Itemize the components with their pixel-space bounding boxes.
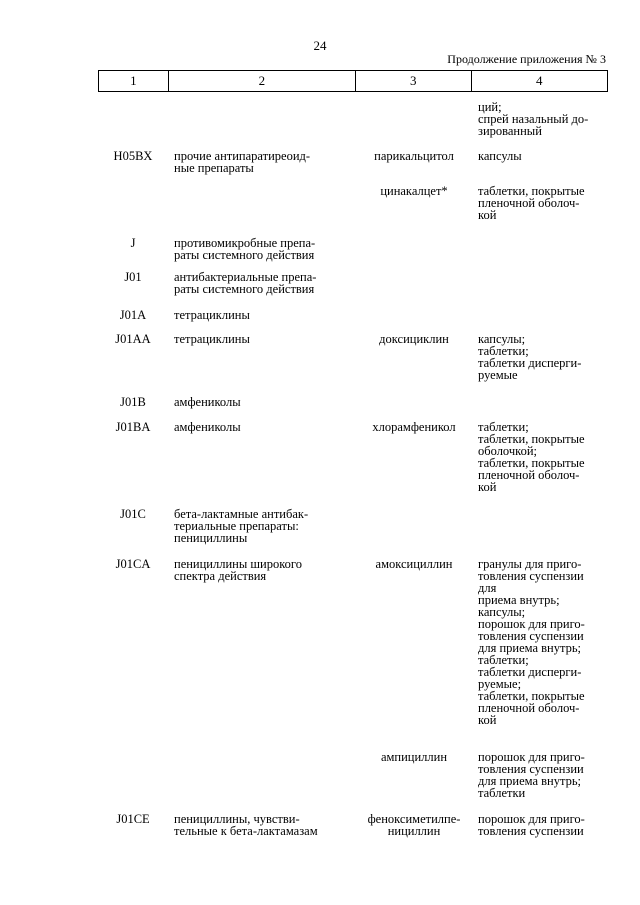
cell-line: тетрациклины — [174, 308, 250, 322]
cell-line: прочие антипаратиреоид- — [174, 149, 311, 163]
cell-line: ные препараты — [174, 161, 254, 175]
cell-drug — [356, 150, 472, 174]
cell-line: зированный — [478, 124, 542, 138]
cell-line: таблетки, покрытые — [478, 184, 585, 198]
cell-line: спрей назальный до- — [478, 112, 589, 126]
cell-forms — [472, 396, 608, 408]
cell-line: J — [130, 236, 136, 250]
cell-line: амфениколы — [174, 395, 241, 409]
cell-line: J01CE — [116, 812, 150, 826]
cell-line: товления суспензии — [478, 762, 584, 776]
cell-forms — [472, 508, 608, 544]
cell-forms — [472, 558, 608, 726]
cell-line: товления суспензии — [478, 569, 584, 583]
cell-drug — [356, 237, 472, 261]
cell-group — [168, 101, 356, 137]
cell-line: капсулы; — [478, 332, 526, 346]
cell-forms — [472, 101, 608, 137]
cell-line: кой — [478, 480, 497, 494]
table-row — [98, 751, 608, 799]
cell-drug — [356, 101, 472, 137]
header-col-4: 4 — [536, 73, 543, 88]
cell-line: руемые; — [478, 677, 522, 691]
cell-line: руемые — [478, 368, 518, 382]
cell-line: капсулы — [478, 149, 522, 163]
table-row — [98, 101, 608, 137]
cell-group — [168, 237, 356, 261]
cell-line: порошок для приго- — [478, 617, 585, 631]
cell-code — [98, 237, 168, 261]
cell-line: антибактериальные препа- — [174, 270, 317, 284]
table-row — [98, 271, 608, 295]
cell-forms — [472, 309, 608, 321]
cell-drug — [356, 751, 472, 799]
cell-line: таблетки дисперги- — [478, 356, 582, 370]
cell-line: таблетки, покрытые — [478, 432, 585, 446]
table-row — [98, 150, 608, 174]
cell-line: таблетки, покрытые — [478, 456, 585, 470]
cell-code — [98, 813, 168, 837]
cell-forms — [472, 150, 608, 174]
cell-line: J01 — [124, 270, 142, 284]
cell-group — [168, 185, 356, 221]
cell-forms — [472, 237, 608, 261]
cell-drug — [356, 309, 472, 321]
cell-group — [168, 508, 356, 544]
header-col-1: 1 — [99, 71, 169, 91]
cell-code — [98, 271, 168, 295]
cell-line: J01B — [120, 395, 146, 409]
cell-line: приема внутрь; — [478, 593, 560, 607]
cell-line: кой — [478, 713, 497, 727]
cell-line: порошок для приго- — [478, 750, 585, 764]
cell-line: оболочкой; — [478, 444, 537, 458]
table-row — [98, 333, 608, 381]
cell-line: амоксициллин — [375, 557, 453, 571]
cell-line: для приема внутрь; — [478, 774, 582, 788]
cell-code — [98, 309, 168, 321]
cell-line: териальные препараты: — [174, 519, 299, 533]
page-number: 24 — [313, 38, 327, 53]
cell-drug — [356, 421, 472, 493]
cell-line: J01AA — [115, 332, 151, 346]
cell-line: таблетки — [478, 786, 526, 800]
cell-line: пленочной оболоч- — [478, 468, 580, 482]
cell-group — [168, 150, 356, 174]
header-col-3: 3 — [356, 71, 472, 91]
cell-line: J01A — [119, 308, 147, 322]
cell-drug — [356, 396, 472, 408]
cell-line: J01CA — [115, 557, 151, 571]
table-row — [98, 813, 608, 837]
cell-group — [168, 271, 356, 295]
cell-group — [168, 751, 356, 799]
cell-drug — [356, 813, 472, 837]
table-row — [98, 558, 608, 726]
cell-line: доксициклин — [379, 332, 449, 346]
cell-line: противомикробные препа- — [174, 236, 316, 250]
cell-line: раты системного действия — [174, 282, 315, 296]
cell-line: кой — [478, 208, 497, 222]
cell-drug — [356, 271, 472, 295]
cell-drug — [356, 508, 472, 544]
cell-line: порошок для приго- — [478, 812, 585, 826]
table-row — [98, 508, 608, 544]
cell-code — [98, 558, 168, 726]
cell-forms — [472, 421, 608, 493]
cell-line: тельные к бета-лактамазам — [174, 824, 318, 838]
cell-group — [168, 813, 356, 837]
table-row — [98, 185, 608, 221]
cell-forms — [472, 751, 608, 799]
cell-line: таблетки; — [478, 344, 529, 358]
cell-group — [168, 558, 356, 726]
cell-line: ций; — [478, 100, 502, 114]
cell-group — [168, 309, 356, 321]
cell-line: товления суспензии — [478, 629, 584, 643]
cell-line: амфениколы — [174, 420, 241, 434]
cell-line: парикальцитол — [374, 149, 454, 163]
cell-line: феноксиметилпе- — [367, 812, 461, 826]
cell-forms — [472, 271, 608, 295]
cell-code — [98, 101, 168, 137]
cell-line: тетрациклины — [174, 332, 250, 346]
cell-drug — [356, 558, 472, 726]
cell-line: ампициллин — [380, 750, 448, 764]
cell-line: пенициллины широкого — [174, 557, 302, 571]
cell-code — [98, 751, 168, 799]
cell-code — [98, 421, 168, 493]
cell-line: бета-лактамные антибак- — [174, 507, 309, 521]
cell-line: для приема внутрь; — [478, 641, 582, 655]
cell-forms — [472, 333, 608, 381]
cell-line: товления суспензии — [478, 824, 584, 838]
table-header — [98, 70, 608, 92]
cell-group — [168, 333, 356, 381]
cell-code — [98, 508, 168, 544]
cell-line: спектра действия — [174, 569, 267, 583]
cell-forms — [472, 185, 608, 221]
cell-line: хлорамфеникол — [372, 420, 456, 434]
cell-code — [98, 185, 168, 221]
cell-line: для — [478, 581, 497, 595]
cell-drug — [356, 185, 472, 221]
table-row — [98, 396, 608, 408]
header-col-2: 2 — [169, 71, 356, 91]
cell-code — [98, 150, 168, 174]
cell-line: таблетки; — [478, 420, 529, 434]
cell-line: таблетки, покрытые — [478, 689, 585, 703]
cell-line: пленочной оболоч- — [478, 196, 580, 210]
cell-line: пенициллины, чувстви- — [174, 812, 300, 826]
table-row — [98, 309, 608, 321]
cell-line: J01BA — [115, 420, 151, 434]
cell-line: таблетки; — [478, 653, 529, 667]
cell-code — [98, 396, 168, 408]
continuation-note: Продолжение приложения № 3 — [447, 52, 606, 66]
cell-line: раты системного действия — [174, 248, 315, 262]
cell-line: пенициллины — [174, 531, 248, 545]
cell-line: пленочной оболоч- — [478, 701, 580, 715]
cell-line: капсулы; — [478, 605, 526, 619]
table-row — [98, 237, 608, 261]
cell-line: цинакалцет* — [380, 184, 448, 198]
cell-line: H05BX — [113, 149, 153, 163]
cell-line: J01C — [120, 507, 146, 521]
cell-group — [168, 421, 356, 493]
table-row — [98, 421, 608, 493]
cell-line: гранулы для приго- — [478, 557, 582, 571]
cell-line: нициллин — [387, 824, 441, 838]
cell-code — [98, 333, 168, 381]
cell-drug — [356, 333, 472, 381]
cell-line: таблетки дисперги- — [478, 665, 582, 679]
cell-forms — [472, 813, 608, 837]
cell-group — [168, 396, 356, 408]
